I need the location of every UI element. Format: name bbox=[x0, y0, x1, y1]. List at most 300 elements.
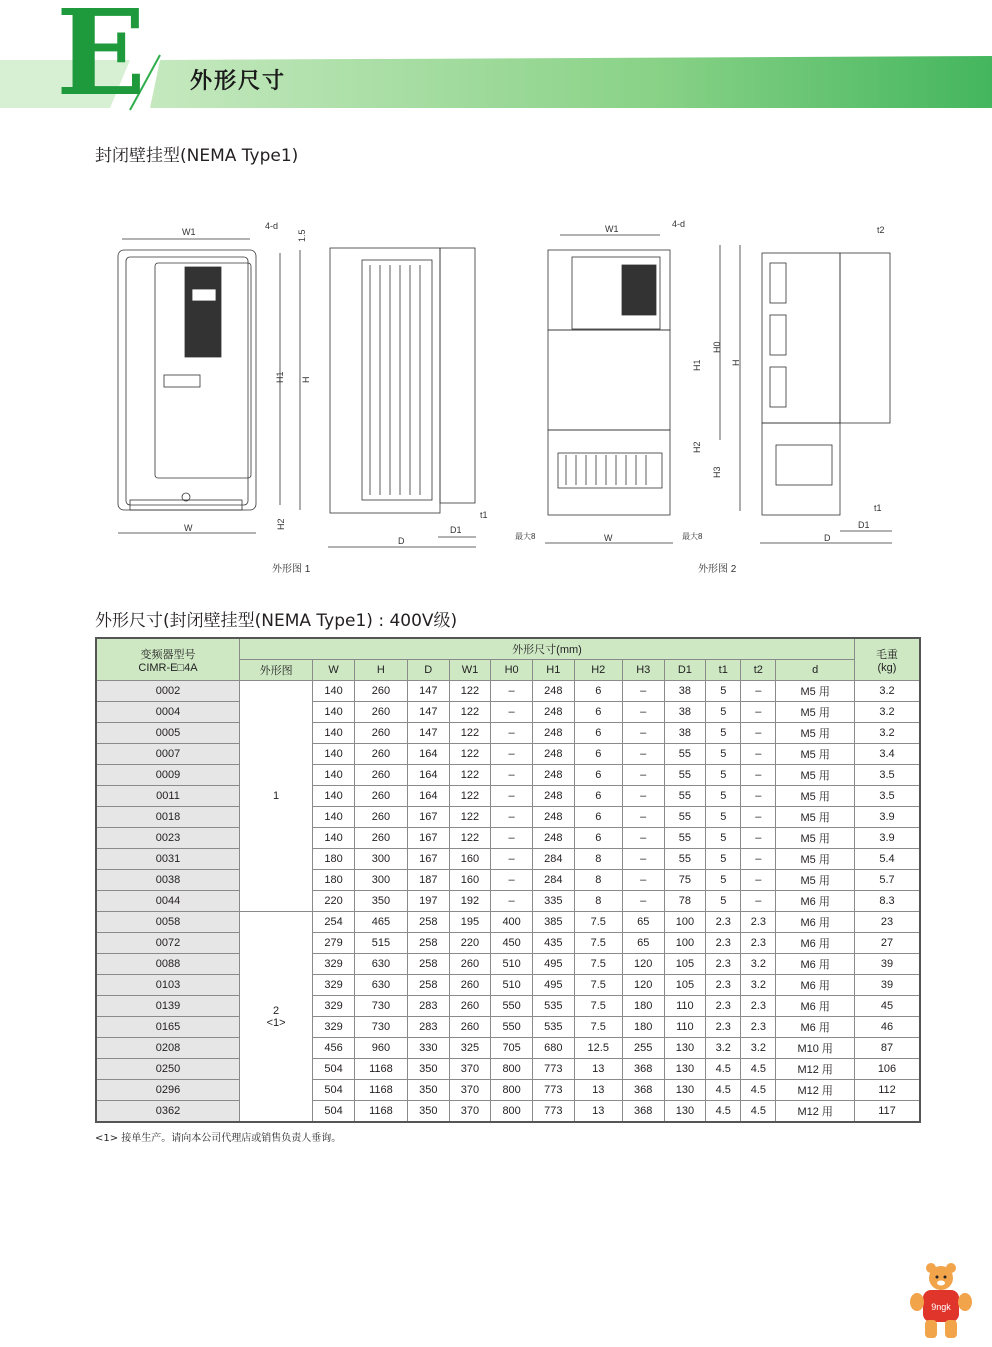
value-cell: 12.5 bbox=[574, 1038, 622, 1059]
column-header: t1 bbox=[706, 660, 741, 681]
value-cell: M6 用 bbox=[776, 891, 855, 912]
value-cell: 260 bbox=[354, 723, 407, 744]
value-cell: 105 bbox=[664, 954, 706, 975]
value-cell: 368 bbox=[622, 1101, 664, 1123]
value-cell: – bbox=[622, 786, 664, 807]
fig2-max8-left-label: 最大8 bbox=[515, 532, 536, 541]
value-cell: 329 bbox=[313, 996, 355, 1017]
value-cell: 120 bbox=[622, 975, 664, 996]
table-row bbox=[96, 807, 920, 828]
value-cell: 38 bbox=[664, 723, 706, 744]
value-cell: 167 bbox=[407, 807, 449, 828]
value-cell: – bbox=[622, 744, 664, 765]
value-cell: 260 bbox=[449, 975, 491, 996]
value-cell: 75 bbox=[664, 870, 706, 891]
value-cell: 456 bbox=[313, 1038, 355, 1059]
value-cell: 260 bbox=[449, 1017, 491, 1038]
value-cell: – bbox=[622, 723, 664, 744]
model-header: 变频器型号 CIMR-E□4A bbox=[96, 638, 240, 681]
value-cell: 2.3 bbox=[706, 996, 741, 1017]
value-cell: 495 bbox=[532, 975, 574, 996]
value-cell: 6 bbox=[574, 828, 622, 849]
value-cell: 164 bbox=[407, 765, 449, 786]
value-cell: 5.7 bbox=[855, 870, 921, 891]
value-cell: 55 bbox=[664, 765, 706, 786]
value-cell: M6 用 bbox=[776, 912, 855, 933]
value-cell: 330 bbox=[407, 1038, 449, 1059]
value-cell: 248 bbox=[532, 702, 574, 723]
value-cell: M5 用 bbox=[776, 723, 855, 744]
section-subtitle: 封闭壁挂型(NEMA Type1) bbox=[95, 146, 299, 166]
value-cell: 350 bbox=[407, 1101, 449, 1123]
value-cell: 2.3 bbox=[706, 933, 741, 954]
value-cell: 160 bbox=[449, 870, 491, 891]
value-cell: 39 bbox=[855, 954, 921, 975]
value-cell: 248 bbox=[532, 723, 574, 744]
value-cell: 535 bbox=[532, 996, 574, 1017]
value-cell: 3.2 bbox=[855, 681, 921, 702]
value-cell: 180 bbox=[313, 870, 355, 891]
value-cell: – bbox=[622, 828, 664, 849]
value-cell: – bbox=[491, 849, 533, 870]
value-cell: 160 bbox=[449, 849, 491, 870]
mascot-badge: 9ngk bbox=[931, 1302, 951, 1312]
value-cell: 167 bbox=[407, 828, 449, 849]
value-cell: 6 bbox=[574, 765, 622, 786]
value-cell: 140 bbox=[313, 828, 355, 849]
value-cell: 140 bbox=[313, 807, 355, 828]
value-cell: 5 bbox=[706, 786, 741, 807]
value-cell: 110 bbox=[664, 996, 706, 1017]
value-cell: 258 bbox=[407, 975, 449, 996]
fig1-caption: 外形图 1 bbox=[272, 564, 311, 575]
value-cell: 248 bbox=[532, 681, 574, 702]
fig1-w-label: W bbox=[184, 523, 193, 533]
value-cell: 7.5 bbox=[574, 912, 622, 933]
value-cell: 258 bbox=[407, 954, 449, 975]
table-row bbox=[96, 765, 920, 786]
column-header: D bbox=[407, 660, 449, 681]
fig1-4d-label: 4-d bbox=[265, 221, 279, 231]
table-row bbox=[96, 1080, 920, 1101]
value-cell: 680 bbox=[532, 1038, 574, 1059]
value-cell: 130 bbox=[664, 1080, 706, 1101]
value-cell: 195 bbox=[449, 912, 491, 933]
value-cell: 5.4 bbox=[855, 849, 921, 870]
column-header: H2 bbox=[574, 660, 622, 681]
value-cell: 960 bbox=[354, 1038, 407, 1059]
value-cell: 5 bbox=[706, 849, 741, 870]
value-cell: 55 bbox=[664, 786, 706, 807]
value-cell: 39 bbox=[855, 975, 921, 996]
fig2-h2-label: H2 bbox=[692, 441, 702, 453]
value-cell: 773 bbox=[532, 1101, 574, 1123]
value-cell: 2.3 bbox=[706, 1017, 741, 1038]
fig1-t1-label: t1 bbox=[480, 510, 488, 520]
value-cell: 3.2 bbox=[741, 1038, 776, 1059]
value-cell: M12 用 bbox=[776, 1080, 855, 1101]
value-cell: 5 bbox=[706, 828, 741, 849]
value-cell: – bbox=[741, 807, 776, 828]
table-row bbox=[96, 681, 920, 702]
value-cell: – bbox=[491, 891, 533, 912]
value-cell: – bbox=[622, 870, 664, 891]
value-cell: – bbox=[491, 681, 533, 702]
value-cell: 7.5 bbox=[574, 933, 622, 954]
value-cell: M5 用 bbox=[776, 702, 855, 723]
value-cell: 55 bbox=[664, 744, 706, 765]
value-cell: 3.2 bbox=[855, 723, 921, 744]
value-cell: 350 bbox=[407, 1080, 449, 1101]
fig2-h0-label: H0 bbox=[712, 341, 722, 353]
value-cell: 329 bbox=[313, 1017, 355, 1038]
value-cell: 2.3 bbox=[741, 933, 776, 954]
page-title: 外形尺寸 bbox=[190, 69, 287, 94]
value-cell: 510 bbox=[491, 975, 533, 996]
value-cell: 300 bbox=[354, 849, 407, 870]
value-cell: 248 bbox=[532, 807, 574, 828]
value-cell: 248 bbox=[532, 786, 574, 807]
fig2-d1-label: D1 bbox=[858, 520, 870, 530]
value-cell: 87 bbox=[855, 1038, 921, 1059]
figure2-side-view bbox=[762, 253, 890, 515]
fig2-w-label: W bbox=[604, 533, 613, 543]
value-cell: – bbox=[622, 807, 664, 828]
value-cell: 5 bbox=[706, 681, 741, 702]
value-cell: 254 bbox=[313, 912, 355, 933]
value-cell: 130 bbox=[664, 1101, 706, 1123]
fig1-w1-label: W1 bbox=[182, 227, 196, 237]
value-cell: 2.3 bbox=[706, 912, 741, 933]
value-cell: 258 bbox=[407, 933, 449, 954]
value-cell: 3.5 bbox=[855, 786, 921, 807]
value-cell: M6 用 bbox=[776, 1017, 855, 1038]
model-cell: 0005 bbox=[96, 723, 240, 744]
value-cell: 255 bbox=[622, 1038, 664, 1059]
fig2-d-label: D bbox=[824, 533, 831, 543]
value-cell: 140 bbox=[313, 702, 355, 723]
value-cell: 7.5 bbox=[574, 1017, 622, 1038]
value-cell: 140 bbox=[313, 765, 355, 786]
value-cell: 385 bbox=[532, 912, 574, 933]
fig1-d-label: D bbox=[398, 536, 405, 546]
model-cell: 0208 bbox=[96, 1038, 240, 1059]
value-cell: 258 bbox=[407, 912, 449, 933]
value-cell: – bbox=[622, 849, 664, 870]
value-cell: 800 bbox=[491, 1080, 533, 1101]
column-header: W1 bbox=[449, 660, 491, 681]
value-cell: 122 bbox=[449, 744, 491, 765]
value-cell: 370 bbox=[449, 1059, 491, 1080]
value-cell: 5 bbox=[706, 765, 741, 786]
value-cell: M6 用 bbox=[776, 996, 855, 1017]
value-cell: – bbox=[741, 828, 776, 849]
value-cell: 45 bbox=[855, 996, 921, 1017]
table-row bbox=[96, 849, 920, 870]
model-cell: 0088 bbox=[96, 954, 240, 975]
value-cell: 2.3 bbox=[706, 975, 741, 996]
value-cell: 4.5 bbox=[741, 1059, 776, 1080]
value-cell: 1168 bbox=[354, 1059, 407, 1080]
value-cell: 5 bbox=[706, 807, 741, 828]
weight-header: 毛重 (kg) bbox=[855, 638, 921, 681]
value-cell: 4.5 bbox=[706, 1080, 741, 1101]
value-cell: 260 bbox=[354, 828, 407, 849]
model-cell: 0011 bbox=[96, 786, 240, 807]
value-cell: – bbox=[491, 786, 533, 807]
value-cell: 147 bbox=[407, 723, 449, 744]
fig1-h-label: H bbox=[301, 376, 311, 383]
table-row bbox=[96, 975, 920, 996]
value-cell: 27 bbox=[855, 933, 921, 954]
value-cell: 4.5 bbox=[741, 1101, 776, 1123]
dimensions-table bbox=[95, 637, 921, 1123]
column-header: 外形图 bbox=[240, 660, 313, 681]
model-cell: 0007 bbox=[96, 744, 240, 765]
value-cell: 122 bbox=[449, 681, 491, 702]
table-title: 外形尺寸(封闭壁挂型(NEMA Type1) : 400V级) bbox=[95, 611, 458, 631]
value-cell: 6 bbox=[574, 807, 622, 828]
value-cell: 13 bbox=[574, 1059, 622, 1080]
table-row bbox=[96, 912, 920, 933]
value-cell: M5 用 bbox=[776, 849, 855, 870]
value-cell: 5 bbox=[706, 891, 741, 912]
value-cell: – bbox=[741, 744, 776, 765]
value-cell: 6 bbox=[574, 786, 622, 807]
value-cell: 5 bbox=[706, 702, 741, 723]
value-cell: 630 bbox=[354, 954, 407, 975]
value-cell: 3.9 bbox=[855, 828, 921, 849]
value-cell: 504 bbox=[313, 1101, 355, 1123]
table-body bbox=[96, 681, 920, 1123]
value-cell: 515 bbox=[354, 933, 407, 954]
value-cell: 800 bbox=[491, 1059, 533, 1080]
value-cell: M5 用 bbox=[776, 828, 855, 849]
value-cell: 55 bbox=[664, 849, 706, 870]
table-row bbox=[96, 1038, 920, 1059]
table-row bbox=[96, 933, 920, 954]
value-cell: 368 bbox=[622, 1080, 664, 1101]
value-cell: 504 bbox=[313, 1059, 355, 1080]
value-cell: 550 bbox=[491, 1017, 533, 1038]
value-cell: 7.5 bbox=[574, 996, 622, 1017]
value-cell: 122 bbox=[449, 807, 491, 828]
value-cell: 2.3 bbox=[741, 912, 776, 933]
value-cell: 1168 bbox=[354, 1080, 407, 1101]
value-cell: 120 bbox=[622, 954, 664, 975]
value-cell: 248 bbox=[532, 765, 574, 786]
value-cell: 8 bbox=[574, 891, 622, 912]
value-cell: – bbox=[622, 702, 664, 723]
model-cell: 0044 bbox=[96, 891, 240, 912]
value-cell: 730 bbox=[354, 996, 407, 1017]
value-cell: 6 bbox=[574, 723, 622, 744]
value-cell: 7.5 bbox=[574, 954, 622, 975]
table-row bbox=[96, 891, 920, 912]
table-row bbox=[96, 723, 920, 744]
model-cell: 0023 bbox=[96, 828, 240, 849]
table-row bbox=[96, 702, 920, 723]
value-cell: 3.2 bbox=[741, 954, 776, 975]
value-cell: 260 bbox=[354, 807, 407, 828]
value-cell: 100 bbox=[664, 933, 706, 954]
column-header: d bbox=[776, 660, 855, 681]
value-cell: 55 bbox=[664, 807, 706, 828]
value-cell: 329 bbox=[313, 954, 355, 975]
value-cell: 3.2 bbox=[706, 1038, 741, 1059]
value-cell: 4.5 bbox=[706, 1059, 741, 1080]
model-cell: 0018 bbox=[96, 807, 240, 828]
value-cell: 2.3 bbox=[741, 1017, 776, 1038]
fig2-h1-label: H1 bbox=[692, 359, 702, 371]
value-cell: M5 用 bbox=[776, 744, 855, 765]
value-cell: 1168 bbox=[354, 1101, 407, 1123]
value-cell: 535 bbox=[532, 1017, 574, 1038]
value-cell: 105 bbox=[664, 975, 706, 996]
value-cell: 140 bbox=[313, 681, 355, 702]
value-cell: 370 bbox=[449, 1080, 491, 1101]
table-row bbox=[96, 996, 920, 1017]
value-cell: – bbox=[491, 702, 533, 723]
fig2-caption: 外形图 2 bbox=[698, 564, 737, 575]
value-cell: 284 bbox=[532, 870, 574, 891]
value-cell: 773 bbox=[532, 1059, 574, 1080]
value-cell: – bbox=[491, 828, 533, 849]
value-cell: 140 bbox=[313, 723, 355, 744]
value-cell: 140 bbox=[313, 786, 355, 807]
value-cell: 220 bbox=[449, 933, 491, 954]
fig2-h-label: H bbox=[731, 359, 741, 366]
value-cell: 110 bbox=[664, 1017, 706, 1038]
value-cell: M6 用 bbox=[776, 975, 855, 996]
value-cell: 38 bbox=[664, 681, 706, 702]
value-cell: M12 用 bbox=[776, 1059, 855, 1080]
value-cell: – bbox=[741, 702, 776, 723]
value-cell: 65 bbox=[622, 912, 664, 933]
value-cell: 192 bbox=[449, 891, 491, 912]
value-cell: 8 bbox=[574, 849, 622, 870]
value-cell: 122 bbox=[449, 765, 491, 786]
value-cell: 130 bbox=[664, 1059, 706, 1080]
fig2-t2-label: t2 bbox=[877, 225, 885, 235]
value-cell: 248 bbox=[532, 828, 574, 849]
value-cell: 435 bbox=[532, 933, 574, 954]
value-cell: 5 bbox=[706, 870, 741, 891]
value-cell: 495 bbox=[532, 954, 574, 975]
fig1-h2-label: H2 bbox=[276, 518, 286, 530]
value-cell: – bbox=[622, 891, 664, 912]
value-cell: 8.3 bbox=[855, 891, 921, 912]
value-cell: 283 bbox=[407, 996, 449, 1017]
value-cell: 164 bbox=[407, 786, 449, 807]
mascot-logo bbox=[905, 1262, 977, 1342]
column-header: H3 bbox=[622, 660, 664, 681]
value-cell: 3.2 bbox=[855, 702, 921, 723]
value-cell: 279 bbox=[313, 933, 355, 954]
value-cell: 46 bbox=[855, 1017, 921, 1038]
figure-cell: 1 bbox=[240, 681, 313, 912]
value-cell: 2.3 bbox=[741, 996, 776, 1017]
model-cell: 0296 bbox=[96, 1080, 240, 1101]
value-cell: 220 bbox=[313, 891, 355, 912]
figure1-front-view bbox=[118, 250, 256, 510]
table-row bbox=[96, 1101, 920, 1123]
value-cell: 630 bbox=[354, 975, 407, 996]
value-cell: M5 用 bbox=[776, 681, 855, 702]
fig2-max8-right-label: 最大8 bbox=[682, 532, 703, 541]
value-cell: 180 bbox=[313, 849, 355, 870]
value-cell: – bbox=[741, 786, 776, 807]
value-cell: 180 bbox=[622, 1017, 664, 1038]
value-cell: M6 用 bbox=[776, 933, 855, 954]
value-cell: 283 bbox=[407, 1017, 449, 1038]
value-cell: 197 bbox=[407, 891, 449, 912]
table-row bbox=[96, 828, 920, 849]
table-row bbox=[96, 954, 920, 975]
value-cell: 260 bbox=[354, 786, 407, 807]
value-cell: 368 bbox=[622, 1059, 664, 1080]
value-cell: M5 用 bbox=[776, 786, 855, 807]
value-cell: 164 bbox=[407, 744, 449, 765]
value-cell: 350 bbox=[354, 891, 407, 912]
value-cell: – bbox=[491, 807, 533, 828]
model-cell: 0009 bbox=[96, 765, 240, 786]
value-cell: – bbox=[491, 765, 533, 786]
section-letter: E bbox=[56, 0, 146, 122]
value-cell: 260 bbox=[449, 954, 491, 975]
value-cell: 3.5 bbox=[855, 765, 921, 786]
value-cell: 550 bbox=[491, 996, 533, 1017]
value-cell: M5 用 bbox=[776, 765, 855, 786]
value-cell: 800 bbox=[491, 1101, 533, 1123]
column-header: H bbox=[354, 660, 407, 681]
value-cell: 400 bbox=[491, 912, 533, 933]
model-cell: 0139 bbox=[96, 996, 240, 1017]
model-cell: 0103 bbox=[96, 975, 240, 996]
table-row bbox=[96, 1059, 920, 1080]
value-cell: 100 bbox=[664, 912, 706, 933]
value-cell: 117 bbox=[855, 1101, 921, 1123]
value-cell: – bbox=[491, 870, 533, 891]
value-cell: 3.4 bbox=[855, 744, 921, 765]
column-header: H1 bbox=[532, 660, 574, 681]
value-cell: 7.5 bbox=[574, 975, 622, 996]
value-cell: – bbox=[741, 849, 776, 870]
model-cell: 0031 bbox=[96, 849, 240, 870]
value-cell: 6 bbox=[574, 744, 622, 765]
fig2-w1-label: W1 bbox=[605, 224, 619, 234]
table-row bbox=[96, 786, 920, 807]
model-cell: 0058 bbox=[96, 912, 240, 933]
fig2-t1-label: t1 bbox=[874, 503, 882, 513]
value-cell: 3.9 bbox=[855, 807, 921, 828]
value-cell: 122 bbox=[449, 786, 491, 807]
value-cell: 284 bbox=[532, 849, 574, 870]
value-cell: – bbox=[741, 765, 776, 786]
value-cell: 13 bbox=[574, 1101, 622, 1123]
footnote: <1> 接单生产。请向本公司代理店或销售负责人垂询。 bbox=[95, 1133, 342, 1144]
value-cell: 465 bbox=[354, 912, 407, 933]
value-cell: 180 bbox=[622, 996, 664, 1017]
value-cell: 78 bbox=[664, 891, 706, 912]
column-header: W bbox=[313, 660, 355, 681]
value-cell: 705 bbox=[491, 1038, 533, 1059]
value-cell: M10 用 bbox=[776, 1038, 855, 1059]
model-cell: 0004 bbox=[96, 702, 240, 723]
value-cell: – bbox=[741, 723, 776, 744]
value-cell: – bbox=[622, 765, 664, 786]
value-cell: 5 bbox=[706, 744, 741, 765]
